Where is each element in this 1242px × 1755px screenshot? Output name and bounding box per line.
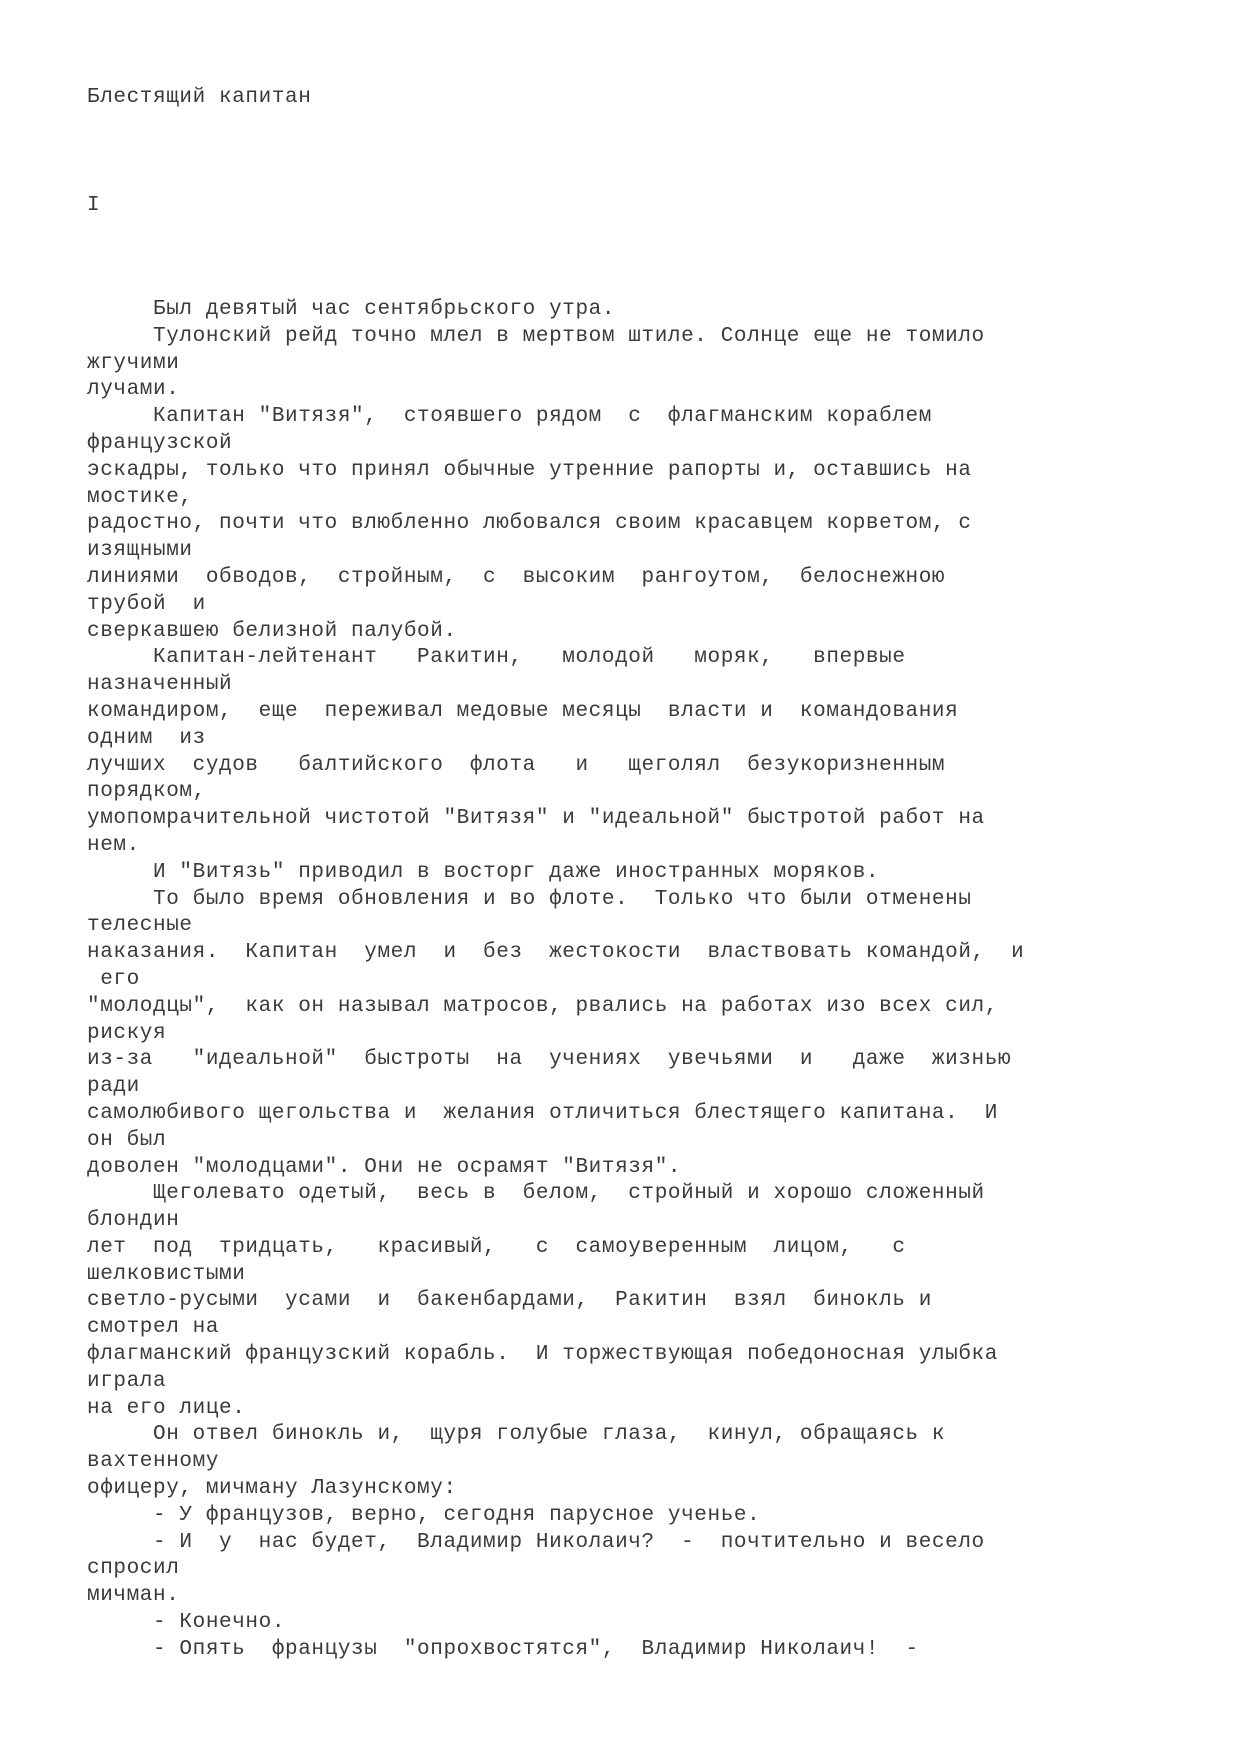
document-page	[87, 0, 1207, 1755]
text-line: французской	[87, 431, 233, 455]
text-line: - Конечно.	[87, 1611, 286, 1635]
text-line: эскадры, только что принял обычные утренние рапорты и, оставшись на	[87, 458, 972, 482]
text-line: умопомрачительной чистотой "Витязя" и "идеальной" быстротой работ на	[87, 807, 985, 831]
text-line: линиями обводов, стройным, с высоким рангоутом, белоснежною	[87, 565, 946, 589]
text-line: телесные	[87, 914, 193, 938]
text-line: Был девятый час сентябрьского утра.	[87, 298, 616, 321]
text-line: его	[87, 967, 140, 991]
text-line: блондин	[87, 1209, 180, 1233]
chapter-heading: I	[87, 194, 101, 217]
text-line: рискуя	[87, 1021, 167, 1045]
text-line: ради	[87, 1075, 140, 1099]
text-line: лучших судов балтийского флота и щеголял безукоризненным	[87, 753, 946, 777]
text-line: доволен "молодцами". Они не осрамят "Витязя".	[87, 1155, 682, 1179]
text-line: мостике,	[87, 485, 193, 509]
text-line: "молодцы", как он называл матросов, рвались на работах изо всех сил,	[87, 994, 998, 1018]
text-line: То было время обновления и во флоте. Только что были отменены	[87, 887, 972, 911]
text-line: И "Витязь" приводил в восторг даже иностранных моряков.	[87, 860, 880, 884]
text-line: командиром, еще переживал медовые месяцы власти и командования	[87, 699, 959, 723]
text-line: офицеру, мичману Лазунскому:	[87, 1477, 457, 1501]
text-line: наказания. Капитан умел и без жестокости властвовать командой, и	[87, 941, 1025, 965]
text-line: лучами.	[87, 378, 180, 402]
document-body	[87, 297, 1207, 1690]
text-line: светло-русыми усами и бакенбардами, Ракитин взял бинокль и	[87, 1289, 932, 1313]
text-line: шелковистыми	[87, 1262, 246, 1286]
text-line: - Опять французы "опрохвостятся", Владимир Николаич! -	[87, 1637, 919, 1661]
text-line: жгучими	[87, 351, 180, 375]
text-line: нем.	[87, 833, 140, 857]
text-line: из-за "идеальной" быстроты на учениях увечьями и даже жизнью	[87, 1048, 1012, 1072]
text-line: порядком,	[87, 780, 206, 804]
text-line: изящными	[87, 539, 193, 563]
text-line: - У французов, верно, сегодня парусное ученье.	[87, 1503, 761, 1527]
text-line: сверкавшею белизной палубой.	[87, 619, 457, 643]
text-line: на его лице.	[87, 1396, 246, 1420]
text-line: трубой и	[87, 592, 206, 616]
text-line: лет под тридцать, красивый, с самоуверенным лицом, с	[87, 1235, 906, 1259]
text-line: играла	[87, 1369, 167, 1393]
text-line: спросил	[87, 1557, 180, 1581]
text-line: флагманский французский корабль. И торжествующая победоносная улыбка	[87, 1343, 998, 1367]
text-line: Он отвел бинокль и, щуря голубые глаза, кинул, обращаясь к	[87, 1423, 946, 1447]
document-title: Блестящий капитан	[87, 86, 312, 109]
text-line: мичман.	[87, 1584, 180, 1608]
text-line: одним из	[87, 726, 206, 750]
text-line: он был	[87, 1128, 167, 1152]
text-line	[87, 1664, 1207, 1691]
text-line: назначенный	[87, 673, 233, 697]
text-line: Тулонский рейд точно млел в мертвом штиле. Солнце еще не томило	[87, 324, 985, 348]
text-line: Щеголевато одетый, весь в белом, стройный и хорошо сложенный	[87, 1182, 985, 1206]
text-line: Капитан "Витязя", стоявшего рядом с флагманским кораблем	[87, 405, 932, 429]
text-line: радостно, почти что влюбленно любовался своим красавцем корветом, с	[87, 512, 972, 536]
text-line: - И у нас будет, Владимир Николаич? - почтительно и весело	[87, 1530, 985, 1554]
text-line: самолюбивого щегольства и желания отличиться блестящего капитана. И	[87, 1101, 998, 1125]
text-line: вахтенному	[87, 1450, 220, 1474]
text-line: Капитан-лейтенант Ракитин, молодой моряк, впервые	[87, 646, 906, 670]
text-line: смотрел на	[87, 1316, 220, 1340]
